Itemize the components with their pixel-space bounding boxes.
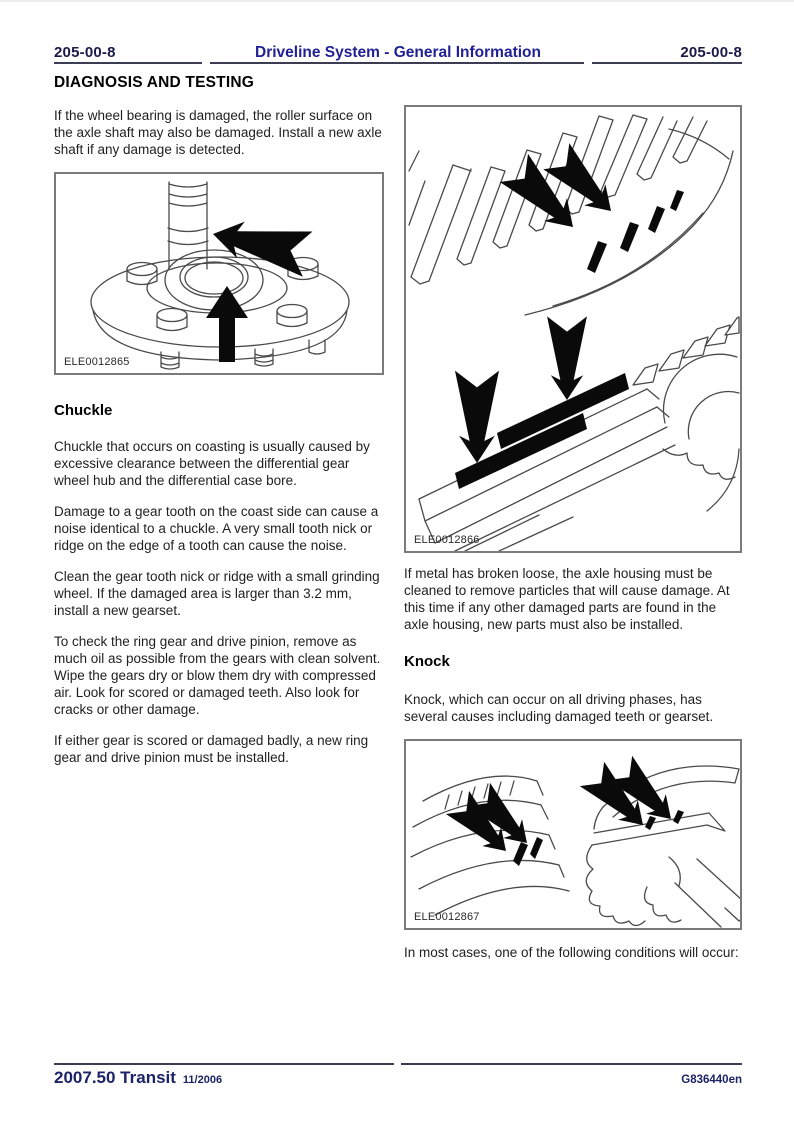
left-column [54, 107, 386, 780]
knock-heading: Knock [404, 653, 450, 670]
figure-caption: ELE0012865 [64, 356, 130, 368]
header-rule [54, 62, 742, 64]
figure-axle-hub [54, 172, 384, 375]
gear-teeth-illustration [406, 107, 740, 551]
intro-paragraph: If the wheel bearing is damaged, the roller surface on the axle shaft may also be damaged. Install a new axle shaft if any damage is detected. [54, 108, 382, 157]
metal-paragraph: If metal has broken loose, the axle housing must be cleaned to remove particles that will cause damage. At this time if any other damaged parts are found in the axle housing, new parts must also be installed. [404, 566, 730, 632]
figure-knock-damage [404, 739, 742, 930]
body-paragraph: Chuckle that occurs on coasting is usually caused by excessive clearance between the differential gear wheel hub and the differential case bore. [54, 439, 370, 488]
body-paragraph: Clean the gear tooth nick or ridge with a small grinding wheel. If the damaged area is larger than 3.2 mm, install a new gearset. [54, 569, 380, 618]
chuckle-heading: Chuckle [54, 402, 113, 419]
knock-paragraph: Knock, which can occur on all driving phases, has several causes including damaged teeth or gearset. [404, 692, 714, 724]
page-header [54, 44, 742, 62]
figure-caption: ELE0012867 [414, 911, 480, 923]
header-title: Driveline System - General Information [255, 44, 541, 61]
axle-hub-illustration [56, 174, 382, 373]
figure-gear-teeth-damage [404, 105, 742, 553]
footer-rule [54, 1063, 742, 1065]
page-ref-left: 205-00-8 [54, 44, 116, 61]
knock-damage-illustration [406, 741, 740, 928]
footer-date: 11/2006 [182, 1074, 223, 1086]
body-paragraph: To check the ring gear and drive pinion, remove as much oil as possible from the gears with clean solvent. Wipe the gears dry or blow them dry with compressed air. Look for scored or damaged teeth. Also look for cracks or other damage. [54, 634, 381, 717]
page-ref-right: 205-00-8 [680, 44, 742, 61]
footer-model: 2007.50 Transit [54, 1068, 176, 1087]
right-column [404, 105, 742, 975]
footer-doc-ref: G836440en [681, 1074, 742, 1086]
closing-paragraph: In most cases, one of the following conditions will occur: [404, 945, 739, 960]
page-footer [54, 1068, 742, 1088]
body-paragraph: If either gear is scored or damaged badly, a new ring gear and drive pinion must be installed. [54, 733, 369, 765]
figure-caption: ELE0012866 [414, 534, 480, 546]
body-paragraph: Damage to a gear tooth on the coast side can cause a noise identical to a chuckle. A very small tooth nick or ridge on the edge of a tooth can cause the noise. [54, 504, 379, 553]
scan-edge [0, 0, 794, 2]
section-heading: DIAGNOSIS AND TESTING [54, 74, 254, 91]
